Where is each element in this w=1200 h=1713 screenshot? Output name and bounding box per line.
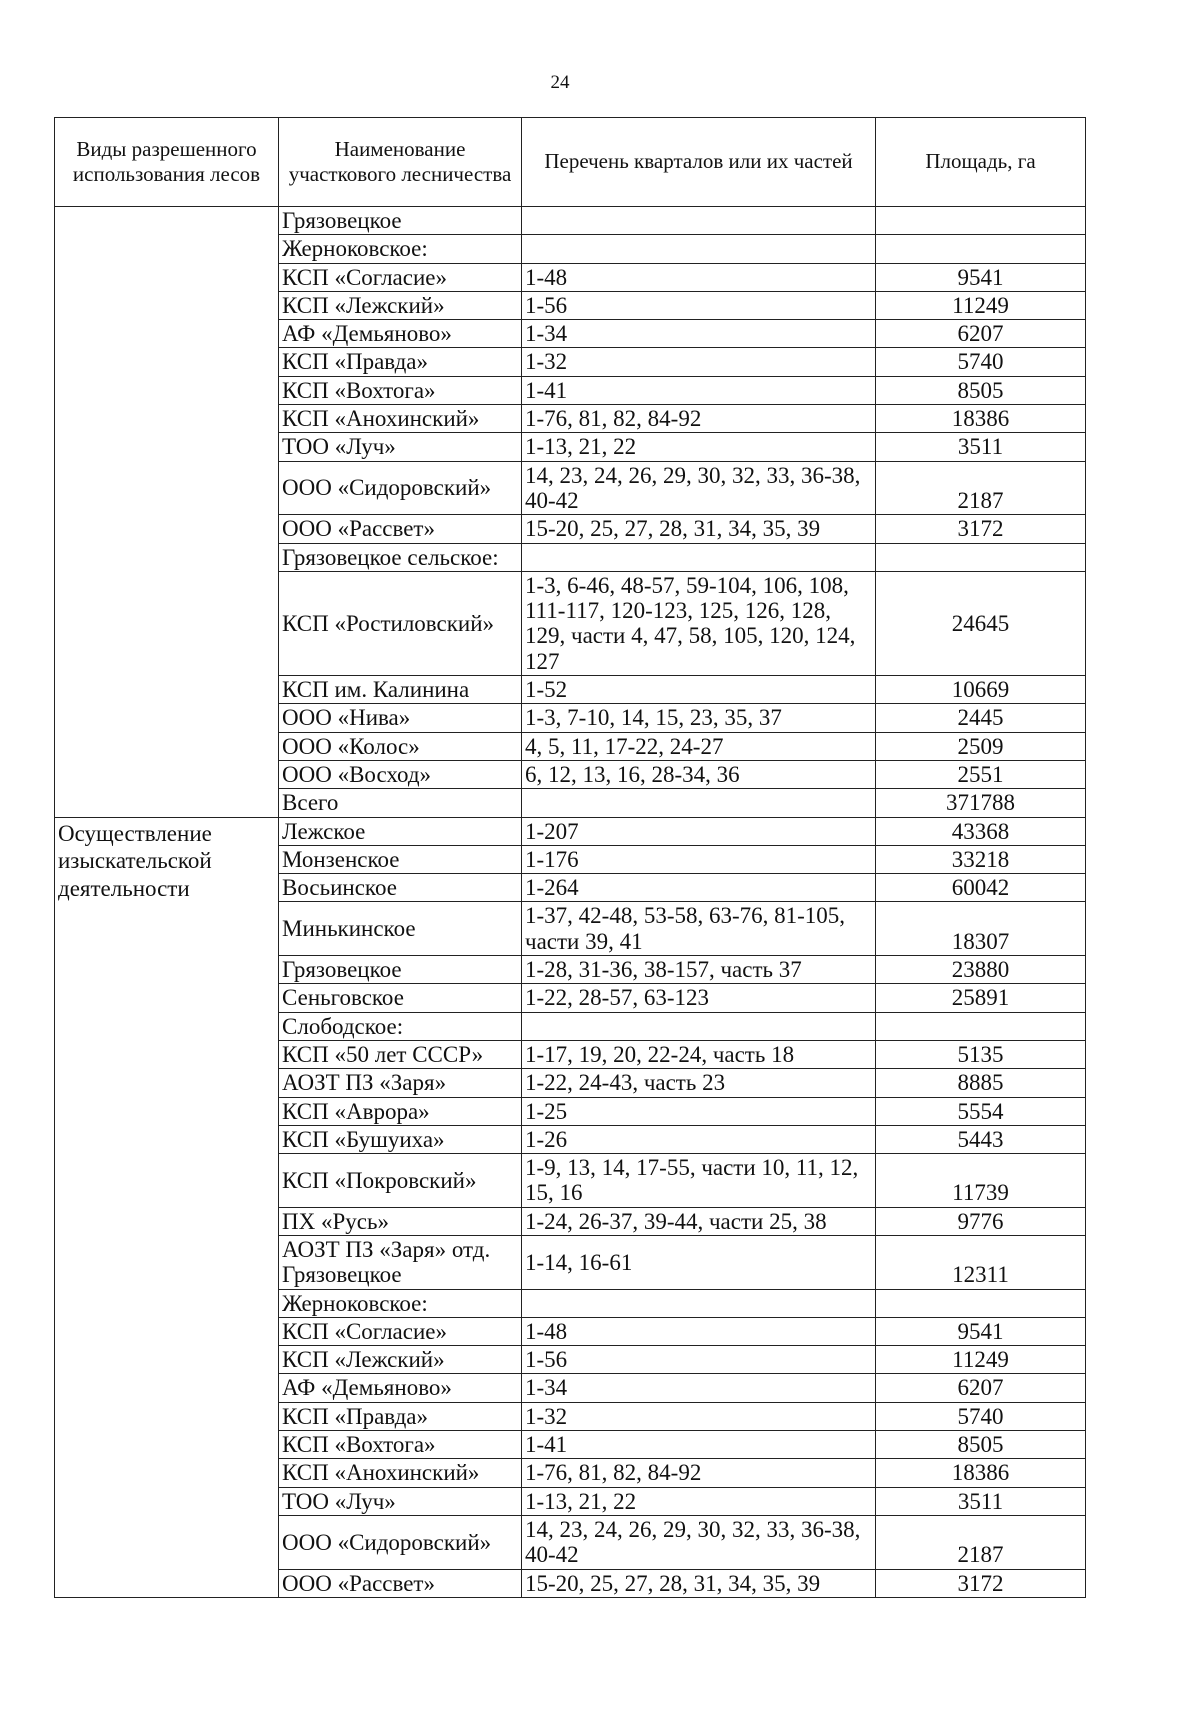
area-cell: 43368 — [876, 817, 1086, 845]
area-cell: 3511 — [876, 1487, 1086, 1515]
forestry-name-cell: Минькинское — [279, 902, 522, 956]
header-forestry-name: Наименование участкового лесничества — [279, 118, 522, 207]
quarters-cell: 1-41 — [522, 376, 876, 404]
forestry-name-cell: КСП «Бушуиха» — [279, 1125, 522, 1153]
area-cell: 5554 — [876, 1097, 1086, 1125]
quarters-cell: 1-3, 6-46, 48-57, 59-104, 106, 108, 111-117, 120-123, 125, 126, 128, 129, части 4, 47, 58, 105, 120, 124, 127 — [522, 571, 876, 675]
area-cell: 24645 — [876, 571, 1086, 675]
forestry-name-cell: КСП «Аврора» — [279, 1097, 522, 1125]
quarters-cell: 1-34 — [522, 320, 876, 348]
forestry-name-cell: КСП «Вохтога» — [279, 1431, 522, 1459]
header-area: Площадь, га — [876, 118, 1086, 207]
forestry-name-cell: Всего — [279, 789, 522, 817]
quarters-cell — [522, 789, 876, 817]
forestry-name-cell: Жерноковское: — [279, 1289, 522, 1317]
area-cell: 5443 — [876, 1125, 1086, 1153]
quarters-cell: 14, 23, 24, 26, 29, 30, 32, 33, 36-38, 40-42 — [522, 1515, 876, 1569]
page-number: 24 — [550, 72, 570, 93]
table-row — [55, 817, 1086, 845]
quarters-cell: 1-76, 81, 82, 84-92 — [522, 405, 876, 433]
forestry-name-cell: КСП «Покровский» — [279, 1154, 522, 1208]
area-cell: 8505 — [876, 1431, 1086, 1459]
forestry-name-cell: Грязовецкое — [279, 207, 522, 235]
forestry-name-cell: КСП «Ростиловский» — [279, 571, 522, 675]
area-cell: 6207 — [876, 320, 1086, 348]
forestry-name-cell: КСП «Анохинский» — [279, 1459, 522, 1487]
area-cell: 33218 — [876, 845, 1086, 873]
quarters-cell: 4, 5, 11, 17-22, 24-27 — [522, 732, 876, 760]
area-cell: 23880 — [876, 956, 1086, 984]
area-cell — [876, 1289, 1086, 1317]
area-cell: 8505 — [876, 376, 1086, 404]
quarters-cell: 1-56 — [522, 1346, 876, 1374]
quarters-cell: 1-41 — [522, 1431, 876, 1459]
forestry-name-cell: КСП «Анохинский» — [279, 405, 522, 433]
forestry-name-cell: КСП «Правда» — [279, 1402, 522, 1430]
quarters-cell: 1-13, 21, 22 — [522, 1487, 876, 1515]
area-cell: 2187 — [876, 1515, 1086, 1569]
area-cell: 11249 — [876, 1346, 1086, 1374]
forestry-name-cell: АФ «Демьяново» — [279, 1374, 522, 1402]
forestry-name-cell: Монзенское — [279, 845, 522, 873]
forestry-name-cell: ТОО «Луч» — [279, 433, 522, 461]
area-cell: 2187 — [876, 461, 1086, 515]
area-cell: 25891 — [876, 984, 1086, 1012]
quarters-cell: 1-22, 24-43, часть 23 — [522, 1069, 876, 1097]
forestry-name-cell: АОЗТ ПЗ «Заря» отд. Грязовецкое — [279, 1235, 522, 1289]
forestry-name-cell: Сеньговское — [279, 984, 522, 1012]
quarters-cell: 1-176 — [522, 845, 876, 873]
quarters-cell: 14, 23, 24, 26, 29, 30, 32, 33, 36-38, 40-42 — [522, 461, 876, 515]
quarters-cell — [522, 235, 876, 263]
forestry-name-cell: ООО «Рассвет» — [279, 515, 522, 543]
area-cell: 10669 — [876, 676, 1086, 704]
forestry-name-cell: КСП «Согласие» — [279, 263, 522, 291]
quarters-cell — [522, 1289, 876, 1317]
area-cell: 9776 — [876, 1207, 1086, 1235]
forestry-name-cell: КСП «Вохтога» — [279, 376, 522, 404]
area-cell: 2509 — [876, 732, 1086, 760]
use-type-cell: Осуществление изыскательской деятельности — [55, 817, 279, 1597]
forest-use-table — [54, 117, 1086, 1598]
quarters-cell: 1-13, 21, 22 — [522, 433, 876, 461]
forestry-name-cell: КСП «Лежский» — [279, 1346, 522, 1374]
quarters-cell: 1-37, 42-48, 53-58, 63-76, 81-105, части 39, 41 — [522, 902, 876, 956]
area-cell: 371788 — [876, 789, 1086, 817]
quarters-cell: 1-48 — [522, 263, 876, 291]
forestry-name-cell: КСП «Согласие» — [279, 1317, 522, 1345]
quarters-cell: 1-3, 7-10, 14, 15, 23, 35, 37 — [522, 704, 876, 732]
area-cell: 2551 — [876, 760, 1086, 788]
forestry-name-cell: Жерноковское: — [279, 235, 522, 263]
area-cell: 9541 — [876, 263, 1086, 291]
area-cell: 5740 — [876, 348, 1086, 376]
quarters-cell: 1-52 — [522, 676, 876, 704]
quarters-cell: 1-26 — [522, 1125, 876, 1153]
forestry-name-cell: АФ «Демьяново» — [279, 320, 522, 348]
quarters-cell: 1-28, 31-36, 38-157, часть 37 — [522, 956, 876, 984]
table-body — [55, 207, 1086, 1598]
area-cell: 8885 — [876, 1069, 1086, 1097]
forestry-name-cell: Лежское — [279, 817, 522, 845]
forestry-name-cell: КСП «Правда» — [279, 348, 522, 376]
quarters-cell: 15-20, 25, 27, 28, 31, 34, 35, 39 — [522, 515, 876, 543]
area-cell: 60042 — [876, 874, 1086, 902]
forestry-name-cell: ООО «Сидоровский» — [279, 461, 522, 515]
quarters-cell: 1-56 — [522, 291, 876, 319]
area-cell: 3172 — [876, 515, 1086, 543]
quarters-cell — [522, 543, 876, 571]
area-cell: 11249 — [876, 291, 1086, 319]
area-cell — [876, 235, 1086, 263]
forestry-name-cell: КСП «Лежский» — [279, 291, 522, 319]
quarters-cell: 15-20, 25, 27, 28, 31, 34, 35, 39 — [522, 1569, 876, 1597]
forestry-name-cell: Восьинское — [279, 874, 522, 902]
quarters-cell: 1-32 — [522, 348, 876, 376]
forestry-name-cell: Грязовецкое сельское: — [279, 543, 522, 571]
quarters-cell: 6, 12, 13, 16, 28-34, 36 — [522, 760, 876, 788]
table-header-row — [55, 118, 1086, 207]
quarters-cell: 1-24, 26-37, 39-44, части 25, 38 — [522, 1207, 876, 1235]
quarters-cell — [522, 207, 876, 235]
area-cell: 18386 — [876, 1459, 1086, 1487]
quarters-cell: 1-9, 13, 14, 17-55, части 10, 11, 12, 15, 16 — [522, 1154, 876, 1208]
forestry-name-cell: ООО «Нива» — [279, 704, 522, 732]
area-cell: 3172 — [876, 1569, 1086, 1597]
forestry-name-cell: ТОО «Луч» — [279, 1487, 522, 1515]
area-cell: 18386 — [876, 405, 1086, 433]
quarters-cell: 1-76, 81, 82, 84-92 — [522, 1459, 876, 1487]
quarters-cell: 1-264 — [522, 874, 876, 902]
area-cell: 9541 — [876, 1317, 1086, 1345]
forestry-name-cell: КСП им. Калинина — [279, 676, 522, 704]
area-cell: 5135 — [876, 1040, 1086, 1068]
forestry-name-cell: АОЗТ ПЗ «Заря» — [279, 1069, 522, 1097]
quarters-cell: 1-48 — [522, 1317, 876, 1345]
forestry-name-cell: ПХ «Русь» — [279, 1207, 522, 1235]
forestry-name-cell: Грязовецкое — [279, 956, 522, 984]
area-cell: 5740 — [876, 1402, 1086, 1430]
quarters-cell: 1-17, 19, 20, 22-24, часть 18 — [522, 1040, 876, 1068]
table-row — [55, 207, 1086, 235]
area-cell: 2445 — [876, 704, 1086, 732]
quarters-cell: 1-22, 28-57, 63-123 — [522, 984, 876, 1012]
forestry-name-cell: ООО «Колос» — [279, 732, 522, 760]
area-cell: 6207 — [876, 1374, 1086, 1402]
header-use-type: Виды разрешенного использования лесов — [55, 118, 279, 207]
quarters-cell — [522, 1012, 876, 1040]
area-cell — [876, 543, 1086, 571]
forestry-name-cell: ООО «Восход» — [279, 760, 522, 788]
area-cell — [876, 1012, 1086, 1040]
forestry-name-cell: ООО «Рассвет» — [279, 1569, 522, 1597]
use-type-cell — [55, 207, 279, 818]
area-cell: 3511 — [876, 433, 1086, 461]
forestry-name-cell: КСП «50 лет СССР» — [279, 1040, 522, 1068]
area-cell: 12311 — [876, 1235, 1086, 1289]
quarters-cell: 1-25 — [522, 1097, 876, 1125]
quarters-cell: 1-32 — [522, 1402, 876, 1430]
quarters-cell: 1-34 — [522, 1374, 876, 1402]
area-cell: 11739 — [876, 1154, 1086, 1208]
forestry-name-cell: ООО «Сидоровский» — [279, 1515, 522, 1569]
header-quarters-list: Перечень кварталов или их частей — [522, 118, 876, 207]
quarters-cell: 1-14, 16-61 — [522, 1235, 876, 1289]
quarters-cell: 1-207 — [522, 817, 876, 845]
forestry-name-cell: Слободское: — [279, 1012, 522, 1040]
area-cell — [876, 207, 1086, 235]
area-cell: 18307 — [876, 902, 1086, 956]
